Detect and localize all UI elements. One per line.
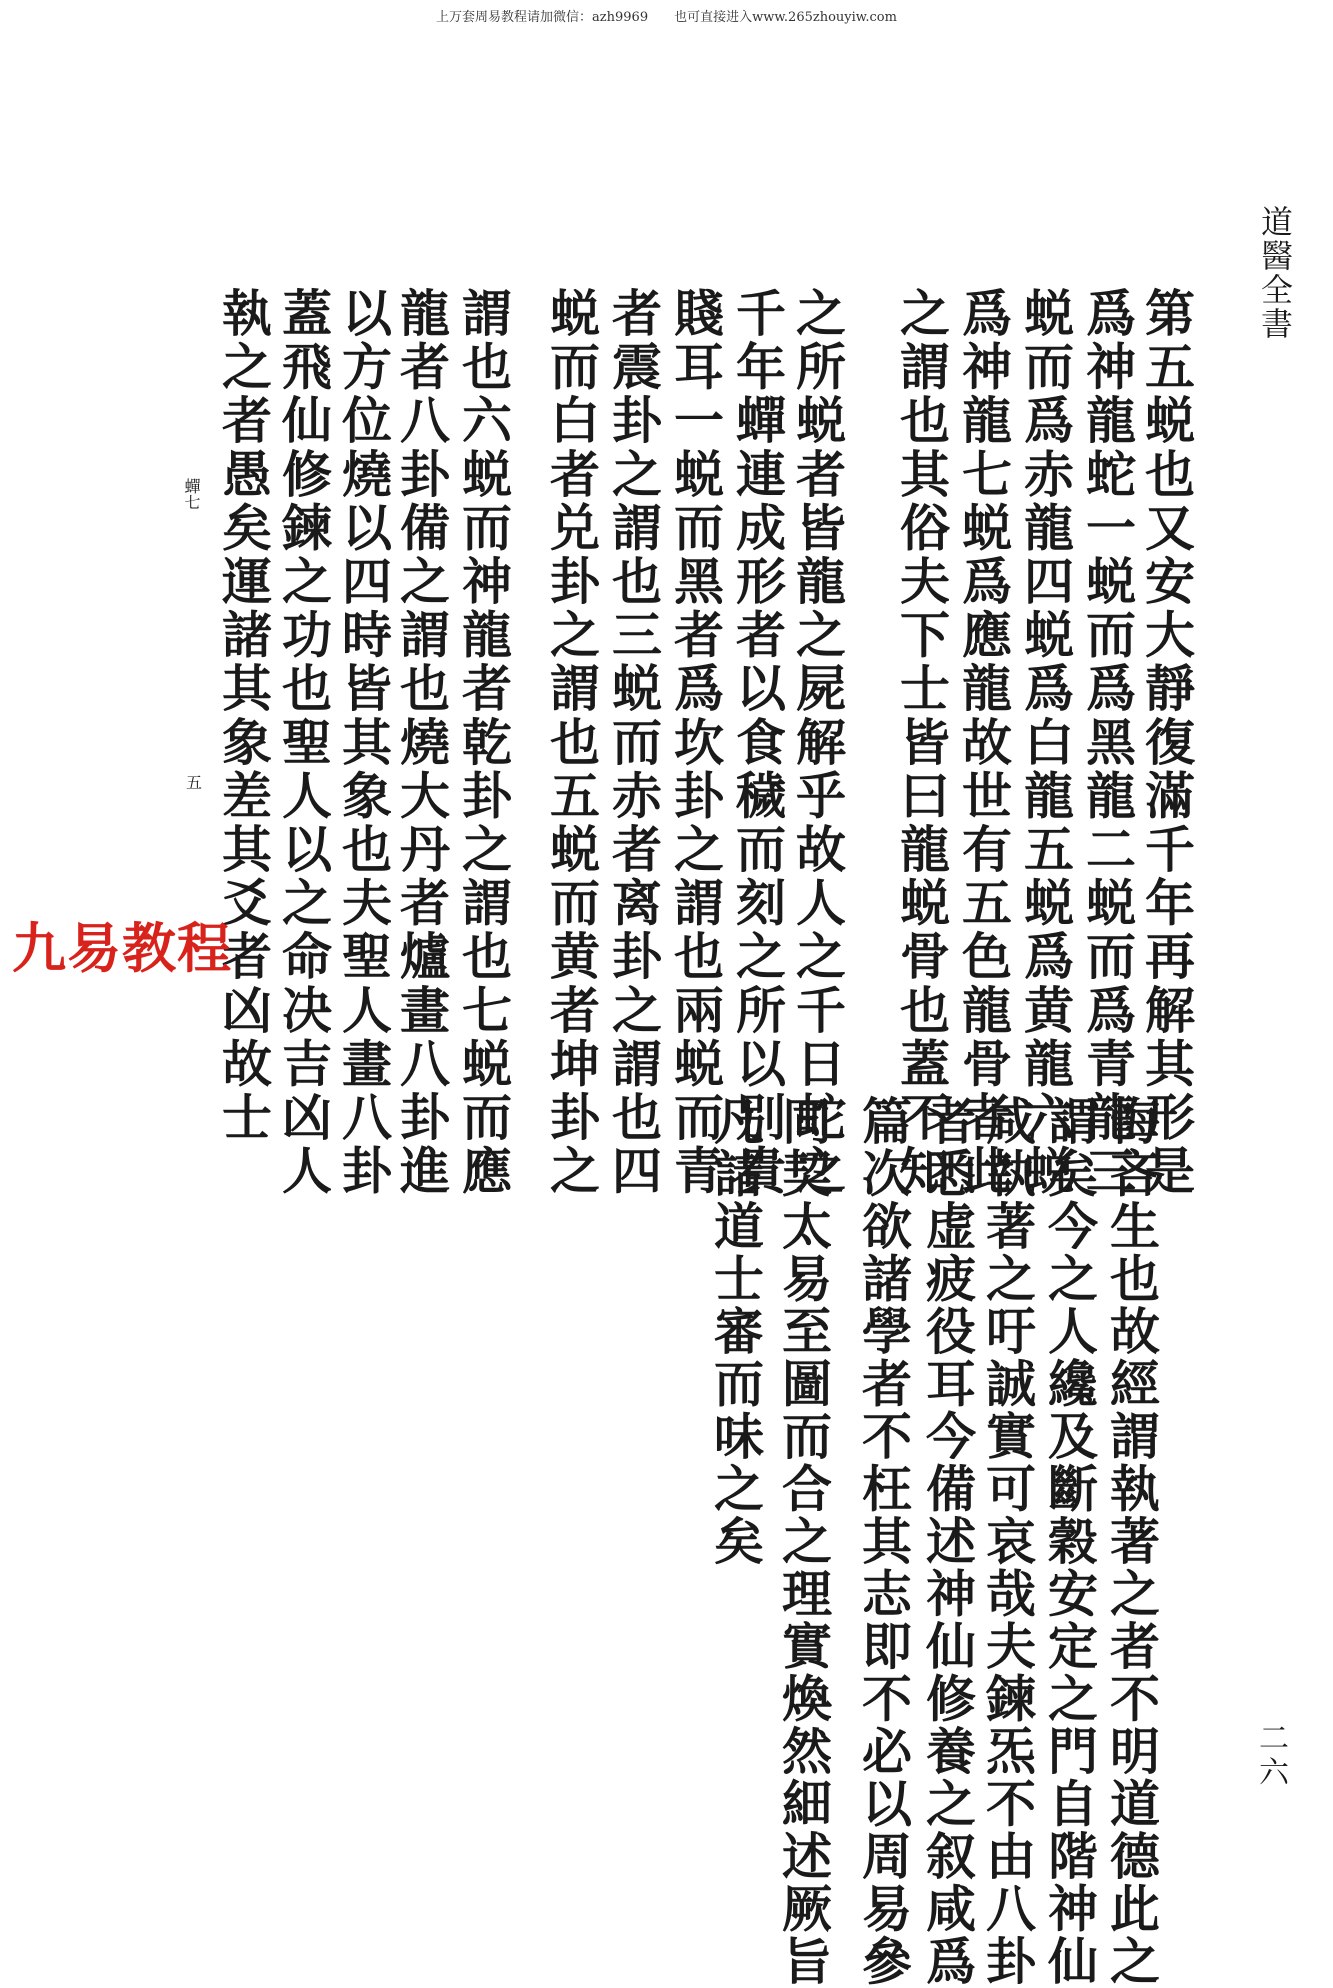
text-column: 篇次欲諸學者不枉其志即不必以周易參	[854, 1095, 913, 1988]
text-column: 咸執著之吁誠實可哀哉夫鍊炁不由八卦	[978, 1095, 1037, 1988]
text-column: 蜕而爲赤龍四蜕爲白龍五蜕爲黄龍六蜕	[1016, 287, 1075, 1199]
fold-label: 蟬七	[182, 478, 201, 510]
text-column: 謂也六蜕而神龍者乾卦之謂也七蜕而應	[454, 287, 513, 1199]
text-column: 以方位燒以四時皆其象也夫聖人畫八卦	[334, 287, 393, 1199]
text-column: 者震卦之謂也三蜕而赤者离卦之謂也四	[604, 287, 663, 1199]
fold-number: 五	[186, 773, 203, 792]
text-column: 蜕而白者兑卦之謂也五蜕而黄者坤卦之	[542, 287, 601, 1199]
text-column: 悔吝生也故經謂執著之者不明道德此之	[1102, 1095, 1161, 1988]
text-column: 之謂也其俗夫下士皆曰龍蜕骨也蓋不知	[892, 287, 951, 1199]
text-column: 謂矣今之人纔及斷穀安定之門自階神仙	[1040, 1095, 1099, 1988]
text-column: 者悉虚疲役耳今備述神仙修養之叙咸爲	[918, 1095, 977, 1988]
text-column: 龍者八卦備之謂也燒大丹者爐畫八卦進	[392, 287, 451, 1199]
page-number: 二六	[1253, 1722, 1288, 1790]
header-note: 上万套周易教程请加微信：azh9969 也可直接进入www.265zhouyiw.com	[436, 10, 897, 25]
text-column: 爲神龍蛇一蜕而爲黑龍二蜕而爲青龍三	[1078, 287, 1137, 1199]
text-column: 爲神龍七蜕爲應龍故世有五色龍骨者此	[954, 287, 1013, 1199]
text-column: 蓋飛仙修鍊之功也聖人以之命决吉凶人	[274, 287, 333, 1199]
text-column: 凡諸道士審而味之矣	[706, 1095, 765, 1568]
text-column: 賤耳一蜕而黑者爲坎卦之謂也兩蜕而青	[666, 287, 725, 1199]
text-column: 執之者愚矣運諸其象差其爻者凶故士	[214, 287, 273, 1145]
book-title: 道醫全書	[1256, 205, 1294, 341]
text-column: 之所蜕者皆龍之屍解乎故人之千日蛇之	[788, 287, 847, 1199]
text-column: 千年蟬連成形者以食穢而刻之所以别貴	[728, 287, 787, 1199]
text-column: 同契太易至圖而合之理實煥然細述厥旨	[774, 1095, 833, 1988]
watermark-logo: 九易教程	[12, 917, 232, 980]
text-column: 第五蜕也又安大靜復滿千年再解其形是	[1137, 287, 1196, 1199]
